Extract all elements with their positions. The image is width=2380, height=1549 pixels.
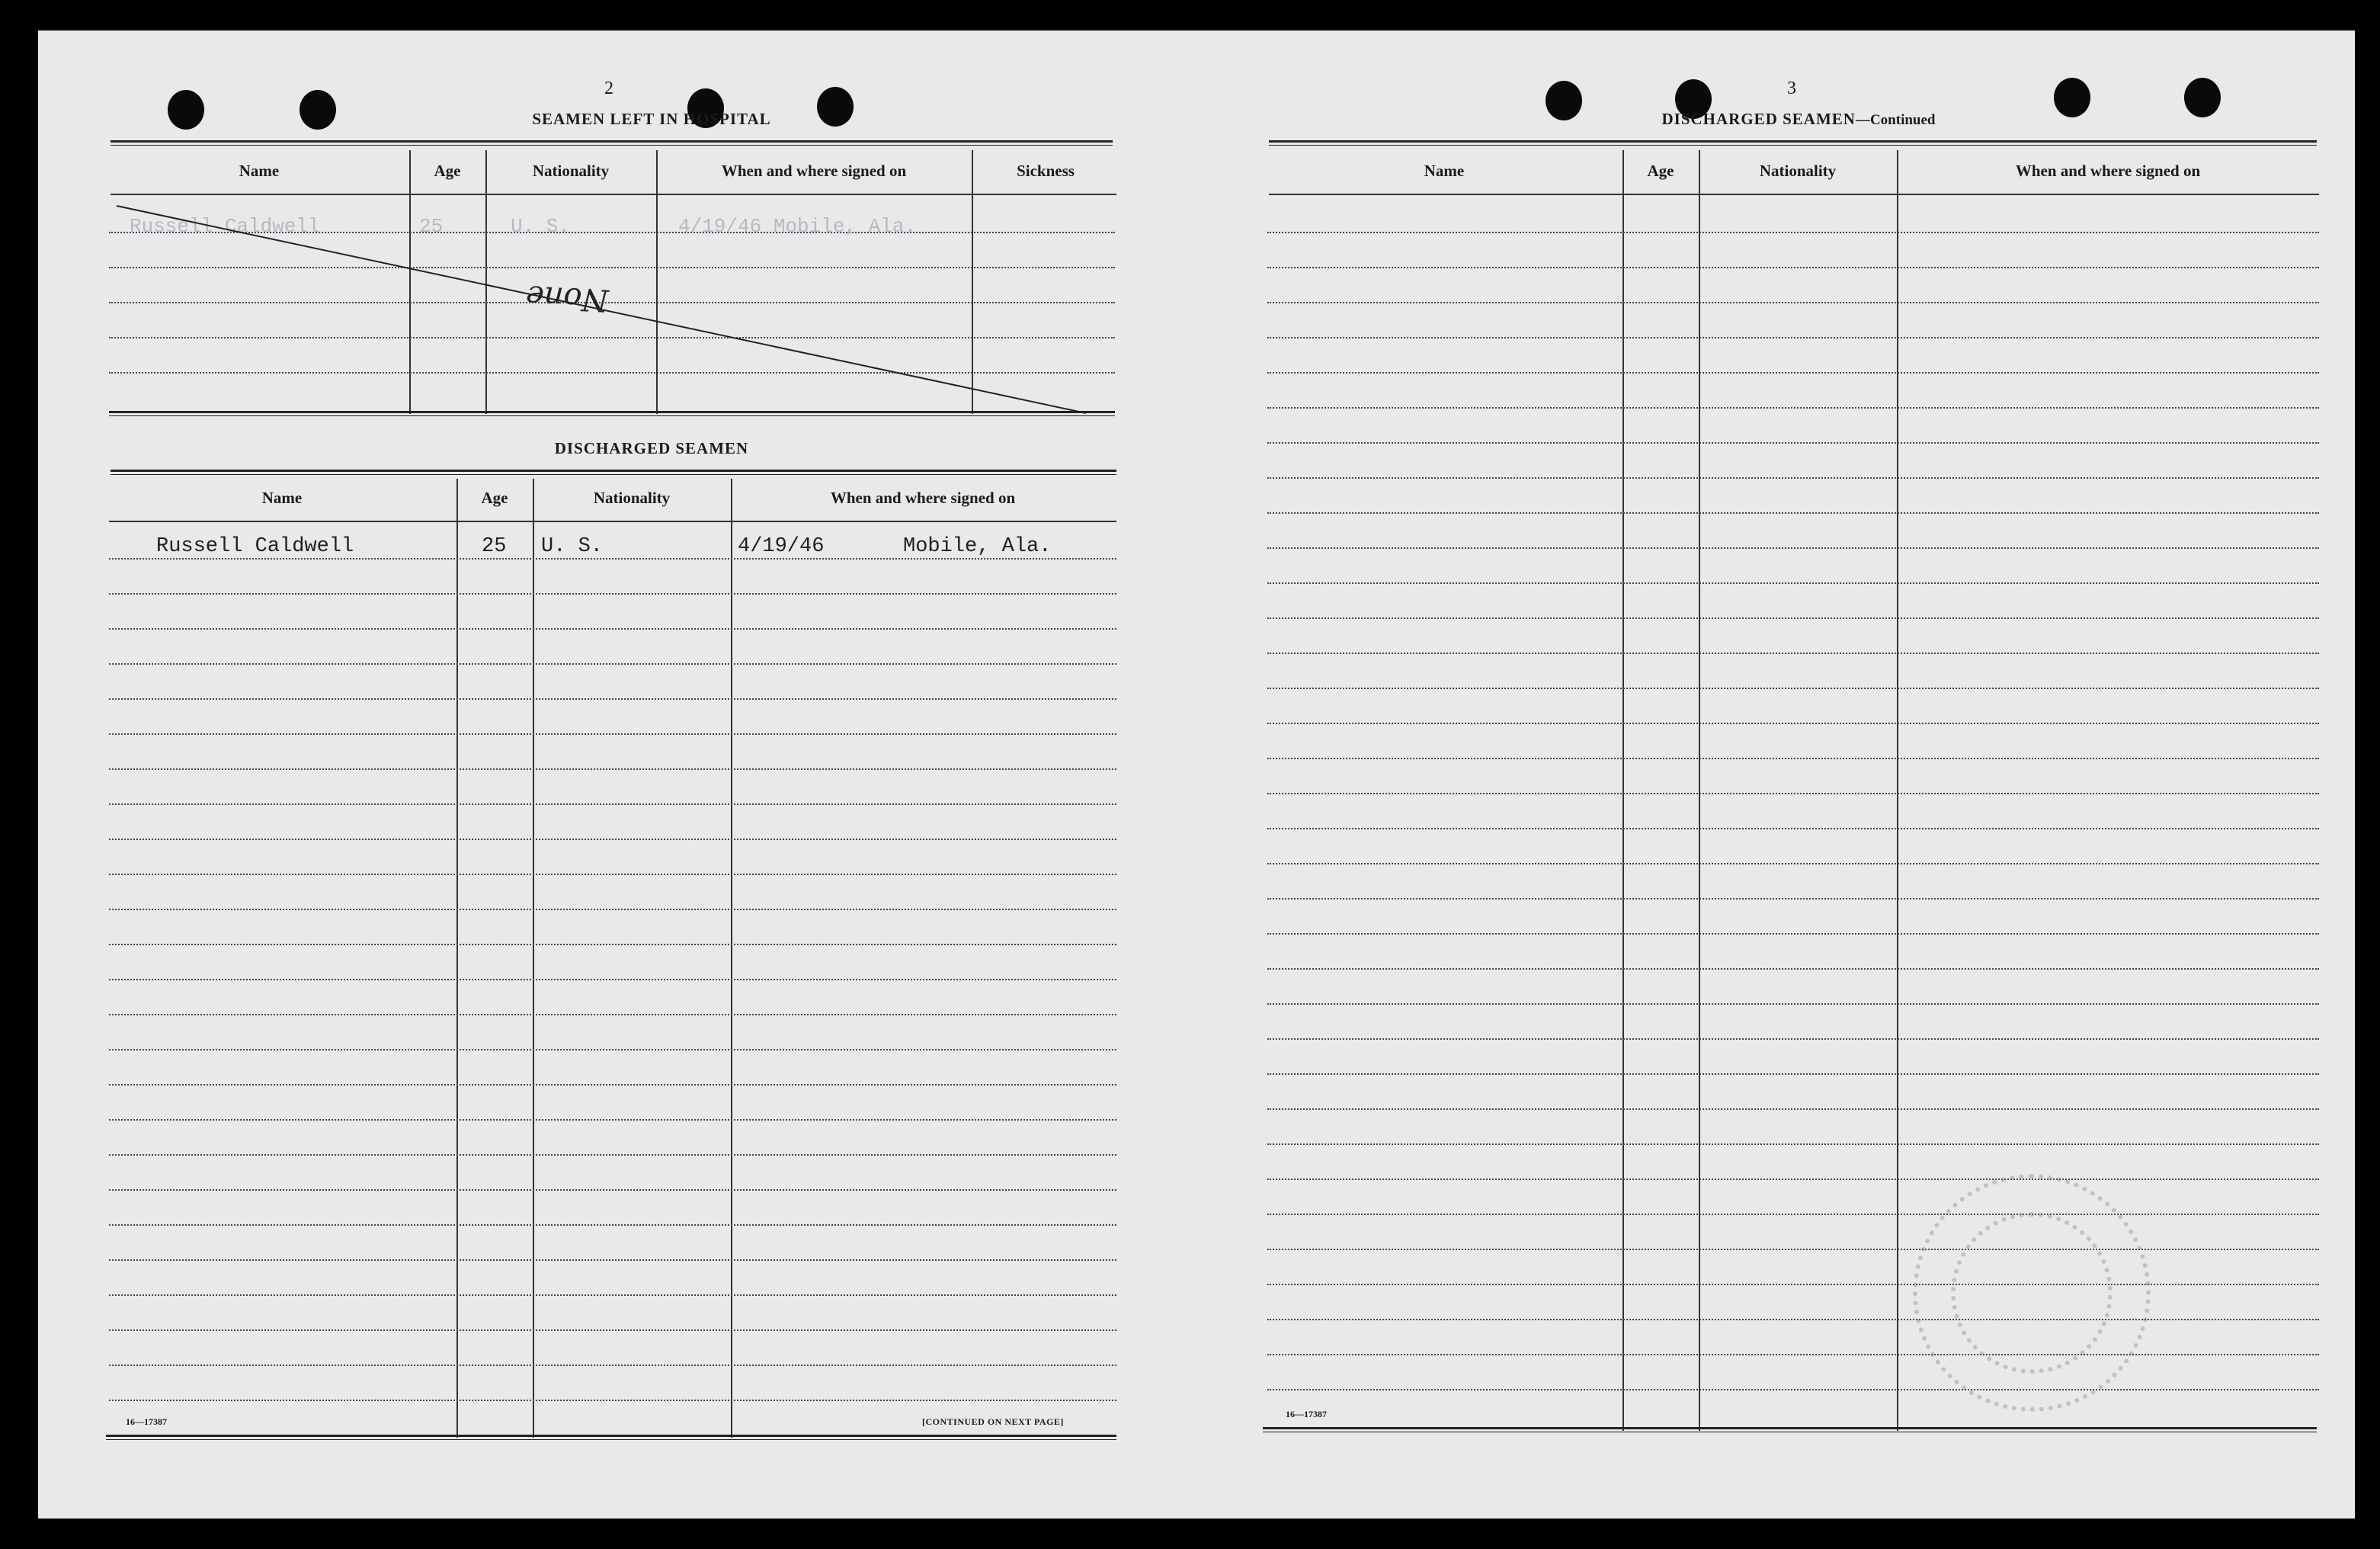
row-line (1267, 933, 2319, 935)
punch-hole (2184, 78, 2221, 117)
row-line (1267, 653, 2319, 654)
row-line (109, 1400, 1116, 1401)
right-col-age: Age (1647, 162, 1674, 180)
row-line (1267, 1319, 2319, 1320)
row-line (1267, 1389, 2319, 1390)
row-line (1267, 232, 2319, 233)
punch-hole (1546, 81, 1582, 120)
row-line (109, 1049, 1116, 1050)
discharged-col-age: Age (481, 489, 508, 507)
row-line (1267, 1284, 2319, 1285)
right-col-divider (1897, 150, 1898, 1431)
row-line (1267, 372, 2319, 374)
row-line (1267, 723, 2319, 724)
row-line (109, 698, 1116, 700)
seaman-age: 25 (482, 535, 507, 558)
row-line (109, 628, 1116, 630)
discharged-col-signed-on: When and where signed on (830, 489, 1016, 507)
row-line (1267, 442, 2319, 444)
row-line (1267, 828, 2319, 829)
row-line (109, 768, 1116, 770)
row-line (1267, 1073, 2319, 1075)
punch-hole (2054, 78, 2090, 117)
row-line (109, 1224, 1116, 1226)
row-line (109, 839, 1116, 840)
right-col-divider (1699, 150, 1700, 1431)
right-table-bottom-rule (1263, 1427, 2317, 1432)
discharged-header-rule (109, 521, 1116, 522)
row-line (109, 1119, 1116, 1121)
row-line (109, 558, 1116, 560)
seaman-name: Russell Caldwell (156, 535, 354, 558)
row-line (1267, 1143, 2319, 1145)
row-line (109, 1329, 1116, 1331)
row-line (109, 1365, 1116, 1366)
right-table-top-rule (1269, 140, 2317, 146)
row-line (109, 909, 1116, 910)
discharged-col-nationality: Nationality (593, 489, 671, 507)
row-line (1267, 1179, 2319, 1180)
seaman-signed-on-place: Mobile, Ala. (903, 535, 1052, 558)
discharged-table-top-rule (111, 470, 1116, 475)
bleed-through-text: 25 (419, 215, 444, 238)
handwritten-none: None (524, 278, 610, 318)
row-line (1267, 477, 2319, 479)
discharged-table-bottom-rule (106, 1435, 1116, 1440)
right-header-rule (1269, 194, 2319, 195)
row-line (1267, 1354, 2319, 1355)
bleed-through-text: 4/19/46 Mobile, Ala. (678, 215, 917, 238)
cancellation-line (38, 30, 1181, 457)
page-number-left: 2 (604, 79, 613, 98)
right-col-nationality: Nationality (1759, 162, 1837, 180)
discharged-section-title: DISCHARGED SEAMEN (554, 439, 749, 457)
row-line (1267, 1038, 2319, 1040)
form-number-left: 16—17387 (126, 1416, 167, 1427)
row-line (1267, 898, 2319, 900)
row-line (109, 663, 1116, 665)
row-line (1267, 863, 2319, 864)
row-line (1267, 547, 2319, 549)
row-line (1267, 688, 2319, 689)
row-line (1267, 337, 2319, 338)
row-line (1267, 1108, 2319, 1110)
page-number-right: 3 (1787, 79, 1796, 98)
continued-title-suffix: —Continued (1855, 112, 1936, 128)
row-line (1267, 793, 2319, 794)
row-line (109, 1014, 1116, 1015)
row-line (109, 733, 1116, 735)
row-line (1267, 1003, 2319, 1005)
row-line (109, 1259, 1116, 1261)
discharged-col-name: Name (261, 489, 303, 507)
hospital-col-signed-on: When and where signed on (721, 162, 907, 180)
row-line (109, 1189, 1116, 1191)
document-sheet (38, 30, 2355, 1519)
row-line (109, 944, 1116, 945)
row-line (109, 593, 1116, 595)
row-line (1267, 617, 2319, 619)
seaman-signed-on-date: 4/19/46 (738, 535, 825, 558)
hospital-col-name: Name (239, 162, 280, 180)
row-line (109, 1154, 1116, 1156)
row-line (1267, 758, 2319, 759)
row-line (1267, 512, 2319, 514)
right-col-name: Name (1424, 162, 1465, 180)
row-line (109, 979, 1116, 980)
row-line (1267, 407, 2319, 409)
row-line (109, 803, 1116, 805)
seaman-nationality: U. S. (541, 535, 604, 558)
continued-title-main: DISCHARGED SEAMEN (1661, 110, 1856, 128)
bleed-through-text: U. S. (511, 215, 571, 238)
row-line (1267, 582, 2319, 584)
continued-section-title (1608, 110, 1989, 129)
form-number-right: 16—17387 (1286, 1409, 1327, 1419)
row-line (1267, 1214, 2319, 1215)
row-line (1267, 267, 2319, 268)
row-line (109, 874, 1116, 875)
row-line (109, 1084, 1116, 1086)
hospital-col-age: Age (434, 162, 461, 180)
hospital-section-title: SEAMEN LEFT IN HOSPITAL (532, 110, 771, 128)
faint-stamp-seal (1951, 1212, 2113, 1374)
row-line (109, 1294, 1116, 1296)
right-col-divider (1622, 150, 1624, 1431)
row-line (1267, 968, 2319, 970)
hospital-col-sickness: Sickness (1017, 162, 1075, 180)
bleed-through-text: Russell Caldwell (130, 215, 320, 238)
right-col-signed-on: When and where signed on (2015, 162, 2201, 180)
row-line (1267, 1249, 2319, 1250)
hospital-col-nationality: Nationality (532, 162, 610, 180)
continued-note: [CONTINUED ON NEXT PAGE] (922, 1416, 1064, 1427)
row-line (1267, 302, 2319, 303)
